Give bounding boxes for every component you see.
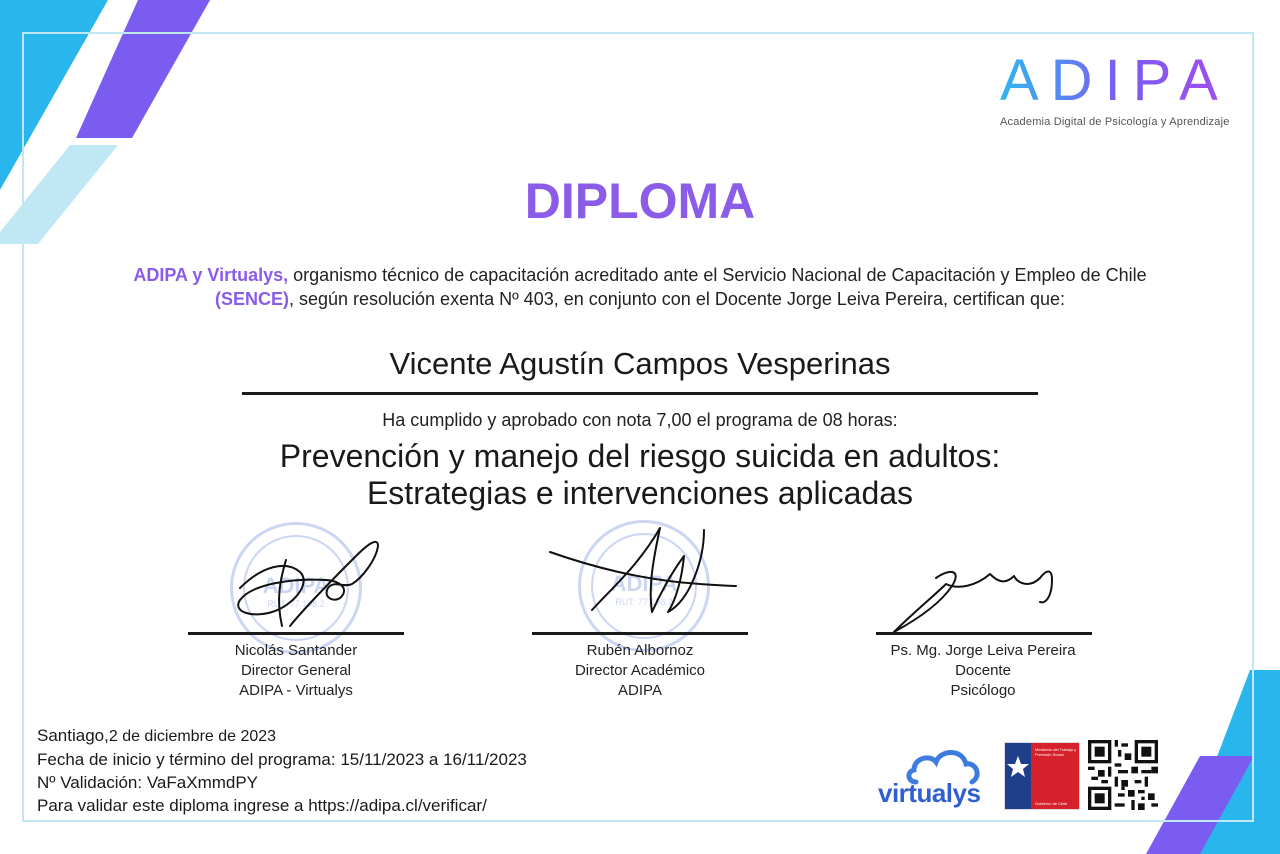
signatory-name: Rubén Albornoz [586,642,694,659]
verify-link[interactable]: https://adipa.cl/verificar/ [308,796,487,815]
statement-text-2: , según resolución exenta Nº 403, en conjunto con el Docente Jorge Leiva Pereira, certifican que: [288,289,1066,309]
signature-albornoz-base [550,552,736,586]
issue-place: Santiago, [37,726,109,745]
signatory-name: Nicolás Santander [234,642,358,659]
course-title-line-1: Prevención y manejo del riesgo suicida en adultos: [279,438,1001,474]
signatory-albornoz [525,641,755,701]
qr-code-icon[interactable] [1088,740,1158,810]
diploma-title: DIPLOMA [524,173,756,229]
validation-code: VaFaXmmdPY [146,773,259,792]
signatory-santander [181,641,411,701]
grade-value: 7,00 [656,410,692,430]
logo-subtitle: Academia Digital de Psicología y Aprendizaje [1000,116,1230,128]
signatory-role: Director Académico [574,662,706,679]
signature-santander [238,542,378,626]
signatory-name: Ps. Mg. Jorge Leiva Pereira [890,642,1076,659]
signatory-org: ADIPA - Virtualys [239,682,353,699]
signatory-org: ADIPA [618,682,662,699]
verify-line [37,794,527,817]
verify-label: Para validar este diploma ingrese a [37,796,304,815]
diploma-footer [37,724,527,817]
issue-date-line [37,724,527,748]
student-name: Vicente Agustín Campos Vesperinas [389,346,891,381]
gobierno-chile-logo [1004,742,1080,810]
signatory-role: Docente [955,662,1011,679]
course-title-line-2: Estrategias e intervenciones aplicadas [366,475,914,511]
validation-label: Nº Validación: [37,773,143,792]
stamp-rut: RUT: 77.198.2 [615,597,673,607]
program-dates-label: Fecha de inicio y término del programa: [37,750,336,769]
chile-star-icon [1005,753,1031,779]
signature-line-1 [188,632,404,635]
logo-wordmark: ADIPA [1000,52,1240,110]
approval-suffix: el programa de 08 horas: [696,410,898,430]
virtualys-wordmark: virtualys [878,778,981,808]
issuer-names: ADIPA y Virtualys, [133,265,289,285]
signatory-leiva [868,641,1098,701]
signatory-role: Director General [240,662,352,679]
virtualys-logo [878,748,998,808]
sence-label: (SENCE) [214,289,289,309]
signature-leiva [894,572,1052,633]
stamp-text: ADIPA [262,573,330,598]
program-dates-value: 15/11/2023 a 16/11/2023 [340,750,527,769]
program-dates-line [37,748,527,771]
approval-prefix: Ha cumplido y aprobado con nota [382,410,652,430]
signatory-org: Psicólogo [950,682,1016,699]
issue-date: 2 de diciembre de 2023 [108,728,277,745]
signature-santander-stroke [279,560,286,626]
signature-line-2 [532,632,748,635]
validation-line [37,771,527,794]
statement-text-1: organismo técnico de capacitación acreditado ante el Servicio Nacional de Capacitación y Empleo de Chile [288,265,1147,285]
ministry-name: Ministerio del Trabajo y Previsión Social [1035,747,1077,757]
stamp-rut: RUT: 77.198.2 [267,599,325,609]
stamp-text: ADIPA [610,571,678,596]
gobierno-label: Gobierno de Chile [1035,801,1068,806]
signature-line-3 [876,632,1092,635]
